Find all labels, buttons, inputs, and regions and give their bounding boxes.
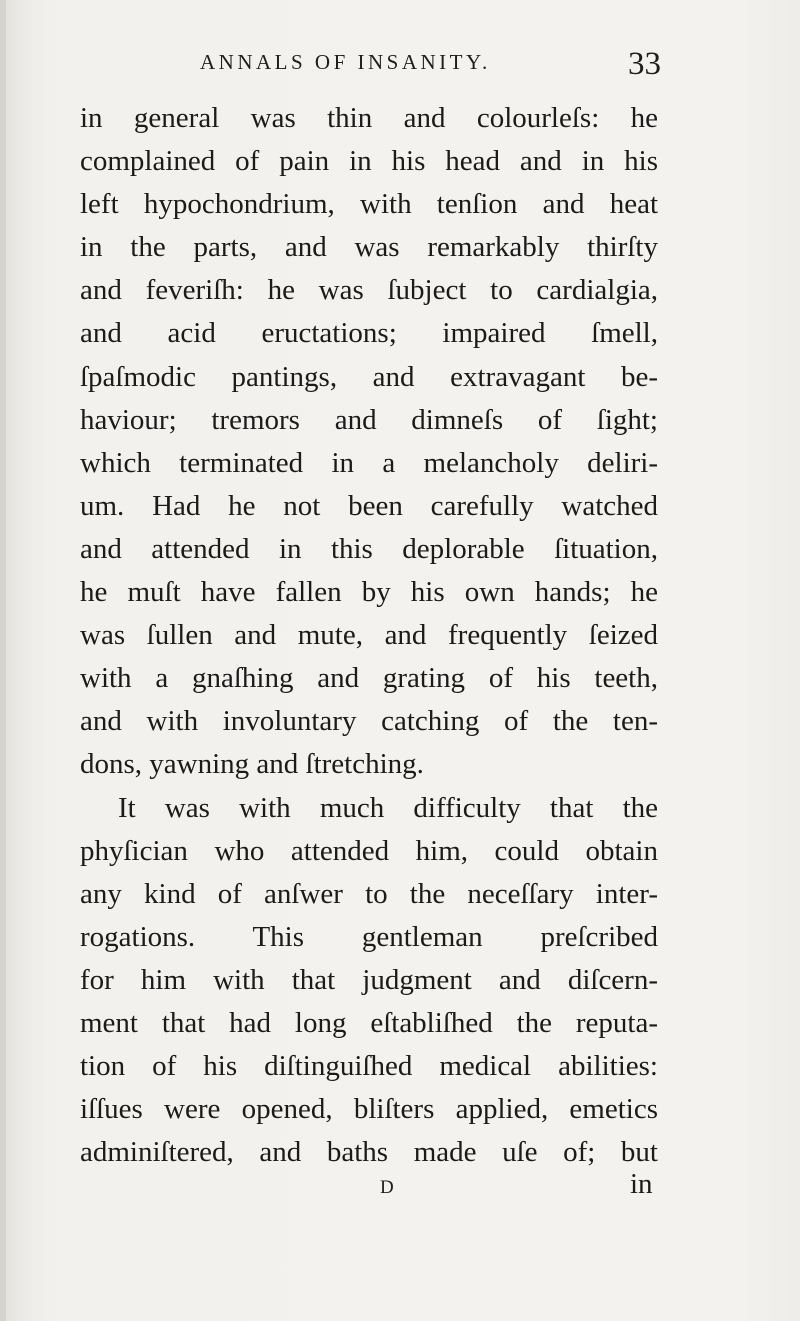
body-text (80, 97, 658, 1174)
text-line: ſpaſmodic pantings, and extravagant be- (80, 360, 658, 393)
text-line: in the parts, and was remarkably thirſty (80, 231, 658, 264)
text-line: which terminated in a melancholy deliri- (80, 446, 658, 479)
text-line: left hypochondrium, with tenſion and heat (80, 188, 658, 221)
text-line: for him with that judgment and diſcern- (80, 963, 658, 996)
text-line: was ſullen and mute, and frequently ſeized (80, 619, 658, 652)
paragraph-start-line: It was with much difficulty that the (118, 791, 658, 824)
catchword: in (630, 1168, 653, 1200)
text-line: ment that had long eſtabliſhed the reputa- (80, 1006, 658, 1039)
text-line: any kind of anſwer to the neceſſary inter- (80, 877, 658, 910)
page-gutter (0, 0, 6, 1321)
text-line: and with involuntary catching of the ten- (80, 705, 658, 738)
text-line: and attended in this deplorable ſituation, (80, 532, 658, 565)
text-line: phyſician who attended him, could obtain (80, 834, 658, 867)
text-line: rogations. This gentleman preſcribed (80, 920, 658, 953)
text-line: in general was thin and colourleſs: he (80, 102, 658, 134)
running-head: ANNALS OF INSANITY. (200, 50, 491, 74)
paragraph-end-line: dons, yawning and ſtretching. (80, 748, 424, 781)
text-line: complained of pain in his head and in his (80, 145, 658, 178)
text-line: adminiſtered, and baths made uſe of; but (80, 1136, 658, 1169)
text-line: tion of his diſtinguiſhed medical abilities: (80, 1050, 658, 1083)
signature-mark: D (380, 1177, 395, 1198)
text-line: and acid eructations; impaired ſmell, (80, 317, 658, 350)
text-line: iſſues were opened, bliſters applied, emetics (80, 1093, 658, 1126)
text-line: he muſt have fallen by his own hands; he (80, 576, 658, 609)
text-line: um. Had he not been carefully watched (80, 489, 658, 522)
page-number: 33 (628, 46, 661, 82)
text-line: and feveriſh: he was ſubject to cardialgia, (80, 274, 658, 307)
text-line: haviour; tremors and dimneſs of ſight; (80, 403, 658, 436)
text-line: with a gnaſhing and grating of his teeth, (80, 662, 658, 695)
